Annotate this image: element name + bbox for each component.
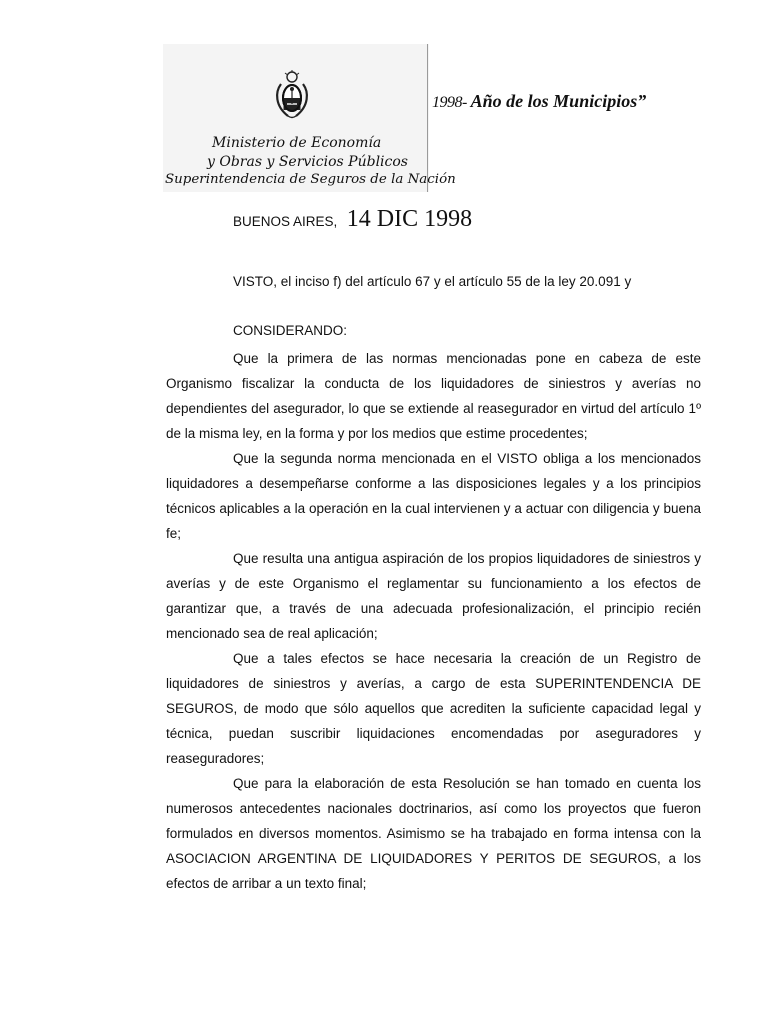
ministry-name-line-2: y Obras y Servicios Públicos bbox=[207, 154, 408, 170]
paragraph: Que la primera de las normas mencionadas pone en cabeza de este Organismo fiscalizar la conducta de los liquidadores de siniestros y averías no dependientes del asegurador, lo que se extiende al reasegurador en virtud del artículo 1º de la misma ley, en la forma y por los medios que estime procedentes; bbox=[166, 351, 701, 441]
paragraph: Que la segunda norma mencionada en el VISTO obliga a los mencionados liquidadores a desempeñarse conforme a las disposiciones legales y a los principios técnicos aplicables a la operación en la cual intervienen y a actuar con diligencia y buena fe; bbox=[166, 451, 701, 541]
document-body bbox=[166, 346, 701, 896]
motto-text: Año de los Municipios” bbox=[466, 91, 647, 111]
place-label: BUENOS AIRES, bbox=[233, 214, 338, 229]
paragraph: Que a tales efectos se hace necesaria la creación de un Registro de liquidadores de siniestros y averías, a cargo de esta SUPERINTENDENCIA DE SEGUROS, de modo que sólo aquellos que acrediten la suficiente capacidad legal y técnica, puedan suscribir liquidaciones encomendadas por aseguradores y reaseguradores; bbox=[166, 651, 701, 766]
motto-year: 1998- bbox=[432, 94, 467, 111]
visto-line: VISTO, el inciso f) del artículo 67 y el artículo 55 de la ley 20.091 y bbox=[233, 274, 632, 289]
date-stamp: 14 DIC 1998 bbox=[346, 206, 473, 232]
considerando-heading: CONSIDERANDO: bbox=[233, 323, 348, 338]
letterhead-divider bbox=[427, 44, 428, 192]
year-motto bbox=[432, 91, 646, 112]
coat-of-arms-icon bbox=[274, 70, 310, 120]
ministry-name-line-1: Ministerio de Economía bbox=[212, 135, 382, 151]
ministry-name-line-3: Superintendencia de Seguros de la Nación bbox=[165, 172, 456, 187]
paragraph: Que resulta una antigua aspiración de los propios liquidadores de siniestros y averías y de este Organismo el reglamentar su funcionamiento a los efectos de garantizar que, a través de una adecuada profesionalización, el principio recién mencionado sea de real aplicación; bbox=[166, 551, 701, 641]
paragraph: Que para la elaboración de esta Resolución se han tomado en cuenta los numerosos antecedentes nacionales doctrinarios, así como los proyectos que fueron formulados en diversos momentos. Asimismo se ha trabajado en forma intensa con la ASOCIACION ARGENTINA DE LIQUIDADORES Y PERITOS DE SEGUROS, a los efectos de arribar a un texto final; bbox=[166, 776, 701, 891]
place-date-line bbox=[233, 206, 472, 233]
